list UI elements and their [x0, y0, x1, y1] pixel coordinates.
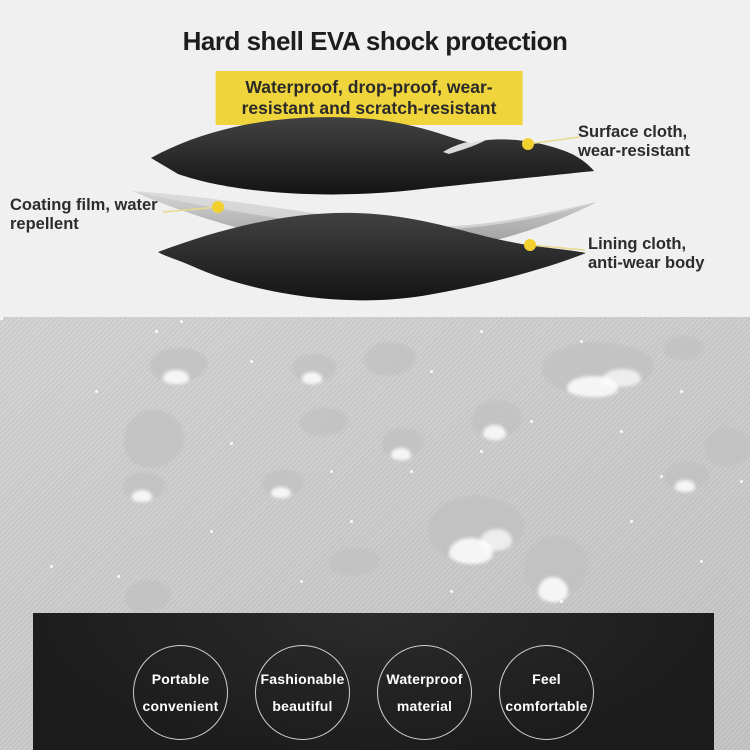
- water-droplet: [125, 580, 171, 612]
- benefit-circle-portable: [133, 645, 228, 740]
- water-droplet: [300, 408, 348, 436]
- benefit-line1: Portable: [151, 671, 210, 687]
- water-droplet: [292, 354, 336, 382]
- top-section: [0, 0, 750, 317]
- benefit-line2: material: [396, 698, 453, 714]
- water-droplet: [382, 428, 424, 458]
- benefits-panel: [33, 613, 714, 750]
- lining-callout-dot: [524, 239, 536, 251]
- coating-film-label-line1: Coating film, water: [10, 196, 158, 214]
- benefit-line2: convenient: [142, 698, 219, 714]
- coating-callout-dot: [212, 201, 224, 213]
- water-droplet: [524, 536, 588, 598]
- badge-line-1: Waterproof, drop-proof, wear-: [245, 77, 493, 97]
- lining-cloth-label-line1: Lining cloth,: [588, 235, 687, 253]
- benefit-line2: beautiful: [272, 698, 333, 714]
- water-droplet: [664, 336, 704, 360]
- water-droplet: [665, 462, 709, 490]
- benefit-line1: Waterproof: [386, 671, 463, 687]
- surface-callout-dot: [522, 138, 534, 150]
- surface-callout-line: [528, 137, 580, 144]
- water-droplet: [705, 428, 750, 466]
- benefit-line1: Fashionable: [260, 671, 345, 687]
- benefit-line1: Feel: [532, 671, 561, 687]
- coating-film-label-line2: repellent: [10, 215, 79, 234]
- water-droplet: [542, 342, 654, 394]
- water-droplet: [150, 348, 208, 382]
- benefit-circle-comfortable: [499, 645, 594, 740]
- surface-cloth-label-line1: Surface cloth,: [578, 123, 688, 141]
- page-title: Hard shell EVA shock protection: [182, 26, 568, 56]
- badge-line-2: resistant and scratch-resistant: [241, 98, 497, 118]
- benefit-line2: comfortable: [505, 698, 588, 714]
- water-droplet: [472, 400, 522, 438]
- benefit-circle-fashionable: [255, 645, 350, 740]
- lining-cloth-label-line2: anti-wear body: [588, 254, 705, 273]
- surface-cloth-label-line2: wear-resistant: [578, 142, 690, 161]
- coating-film-label: [10, 196, 158, 234]
- water-droplet: [428, 496, 524, 560]
- water-droplet: [364, 342, 416, 376]
- water-droplet: [124, 410, 184, 468]
- surface-cloth-label: [578, 123, 690, 161]
- water-droplet: [123, 472, 165, 500]
- water-droplet: [262, 470, 304, 496]
- benefit-circle-waterproof: [377, 645, 472, 740]
- surface-cloth-layer: [151, 117, 594, 194]
- water-droplet: [330, 548, 380, 576]
- water-sparkle-specks: [0, 317, 3, 320]
- lining-cloth-label: [588, 235, 704, 273]
